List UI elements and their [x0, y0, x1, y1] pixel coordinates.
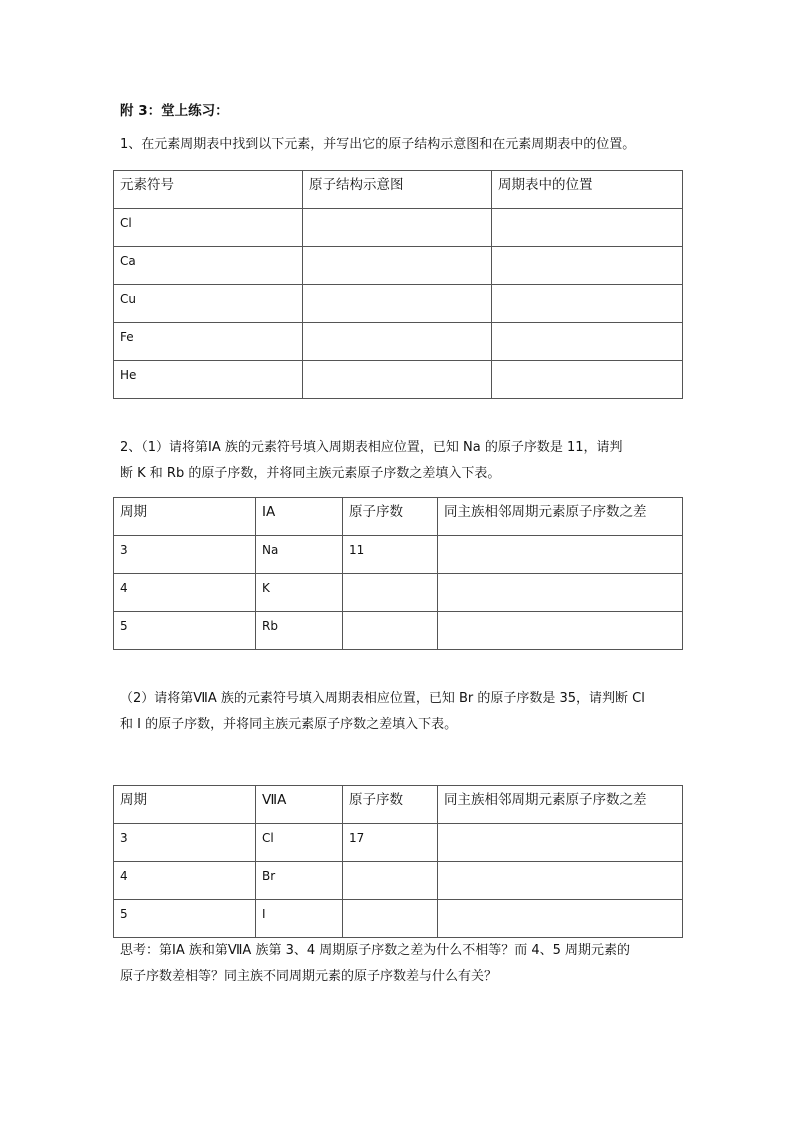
table-row: [114, 862, 683, 900]
question-1-text: 1、在元素周期表中找到以下元素，并写出它的原子结构示意图和在元素周期表中的位置。: [120, 137, 636, 152]
header-atomic-number: 原子序数: [343, 498, 438, 536]
table-row: [114, 285, 683, 323]
group-viia-table: [113, 785, 683, 938]
structure-cell[interactable]: [303, 247, 492, 285]
position-cell[interactable]: [492, 323, 683, 361]
structure-cell[interactable]: [303, 285, 492, 323]
element-symbol-cell: Ca: [114, 247, 303, 285]
period-cell: 4: [114, 574, 256, 612]
period-cell: 5: [114, 612, 256, 650]
element-cell: Na: [256, 536, 343, 574]
table-row: [114, 612, 683, 650]
group-ia-table: [113, 497, 683, 650]
question-2-line-2: 断 K 和 Rb 的原子序数，并将同主族元素原子序数之差填入下表。: [120, 466, 501, 481]
table-row: [114, 247, 683, 285]
question-2-line-1: 2、（1）请将第ⅠA 族的元素符号填入周期表相应位置，已知 Na 的原子序数是 11，请判: [120, 440, 623, 455]
header-table-position: 周期表中的位置: [492, 171, 683, 209]
difference-cell[interactable]: [438, 900, 683, 938]
table-row: [114, 536, 683, 574]
table-header-row: [114, 171, 683, 209]
header-difference: 同主族相邻周期元素原子序数之差: [438, 786, 683, 824]
header-group: ⅦA: [256, 786, 343, 824]
element-table: [113, 170, 683, 399]
header-period: 周期: [114, 786, 256, 824]
element-cell: Br: [256, 862, 343, 900]
element-cell: I: [256, 900, 343, 938]
position-cell[interactable]: [492, 361, 683, 399]
period-cell: 3: [114, 536, 256, 574]
table-header-row: [114, 498, 683, 536]
difference-cell[interactable]: [438, 612, 683, 650]
difference-cell[interactable]: [438, 574, 683, 612]
structure-cell[interactable]: [303, 361, 492, 399]
element-cell: Cl: [256, 824, 343, 862]
think-question-line-1: 思考：第ⅠA 族和第ⅦA 族第 3、4 周期原子序数之差为什么不相等？而 4、5 周期元素的: [120, 943, 631, 958]
table-row: [114, 361, 683, 399]
question-3-line-1: （2）请将第ⅦA 族的元素符号填入周期表相应位置，已知 Br 的原子序数是 35，请判断 Cl: [120, 691, 645, 706]
element-cell: Rb: [256, 612, 343, 650]
header-atomic-number: 原子序数: [343, 786, 438, 824]
header-atomic-structure: 原子结构示意图: [303, 171, 492, 209]
position-cell[interactable]: [492, 247, 683, 285]
atomic-number-cell[interactable]: [343, 862, 438, 900]
question-3-line-2: 和 I 的原子序数，并将同主族元素原子序数之差填入下表。: [120, 717, 458, 732]
table-row: [114, 574, 683, 612]
position-cell[interactable]: [492, 209, 683, 247]
position-cell[interactable]: [492, 285, 683, 323]
header-period: 周期: [114, 498, 256, 536]
period-cell: 5: [114, 900, 256, 938]
element-cell: K: [256, 574, 343, 612]
header-difference: 同主族相邻周期元素原子序数之差: [438, 498, 683, 536]
think-question-line-2: 原子序数差相等？同主族不同周期元素的原子序数差与什么有关？: [120, 969, 498, 984]
table-row: [114, 209, 683, 247]
atomic-number-cell[interactable]: [343, 900, 438, 938]
structure-cell[interactable]: [303, 209, 492, 247]
atomic-number-cell[interactable]: [343, 574, 438, 612]
table-row: [114, 323, 683, 361]
table-row: [114, 824, 683, 862]
element-symbol-cell: Fe: [114, 323, 303, 361]
period-cell: 4: [114, 862, 256, 900]
difference-cell[interactable]: [438, 862, 683, 900]
header-element-symbol: 元素符号: [114, 171, 303, 209]
difference-cell[interactable]: [438, 536, 683, 574]
atomic-number-cell: 17: [343, 824, 438, 862]
element-symbol-cell: He: [114, 361, 303, 399]
page-heading: 附 3：堂上练习：: [120, 103, 229, 119]
structure-cell[interactable]: [303, 323, 492, 361]
atomic-number-cell[interactable]: [343, 612, 438, 650]
element-symbol-cell: Cl: [114, 209, 303, 247]
header-group: ⅠA: [256, 498, 343, 536]
table-header-row: [114, 786, 683, 824]
difference-cell[interactable]: [438, 824, 683, 862]
atomic-number-cell: 11: [343, 536, 438, 574]
table-row: [114, 900, 683, 938]
element-symbol-cell: Cu: [114, 285, 303, 323]
period-cell: 3: [114, 824, 256, 862]
